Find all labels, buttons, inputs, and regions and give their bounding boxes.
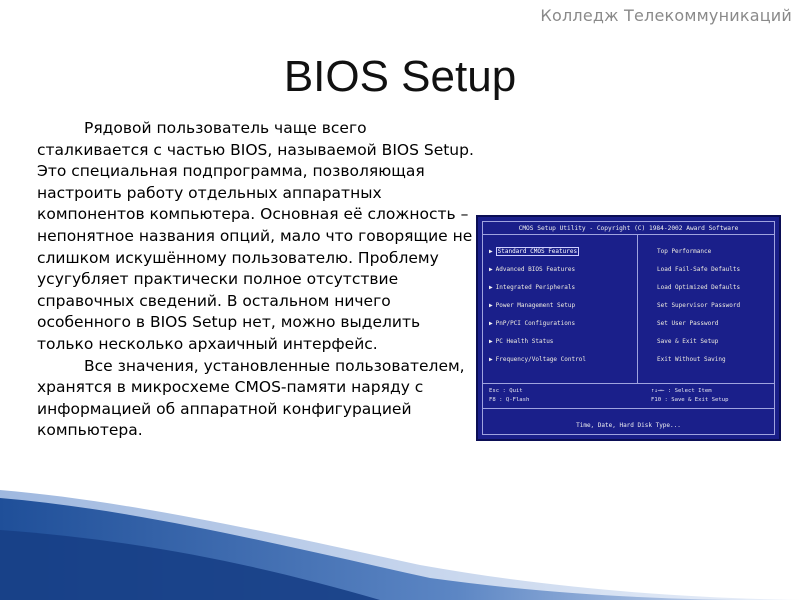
- bios-setup-screenshot: [476, 215, 781, 441]
- slide-title: BIOS Setup: [283, 52, 517, 101]
- bios-menu-item: Top Performance: [657, 248, 712, 255]
- bios-status-line: Time, Date, Hard Disk Type...: [576, 422, 681, 429]
- bios-menu-item: Save & Exit Setup: [657, 338, 719, 345]
- bios-menu-item: ▶ Power Management Setup: [489, 302, 576, 309]
- paragraph-1: Рядовой пользователь чаще всего сталкивается с частью BIOS, называемой BIOS Setup. Это специальная подпрограмма, позволяющая настроить работу отдельных аппаратных компонентов компьютера. Основная её сложность – непонятное названия опций, мало что говорящие не слишком искушённому пользователю. Проблему усугубляет практически полное отсутствие справочных сведений. В остальном ничего особенного в BIOS Setup нет, можно выделить только несколько архаичный интерфейс.: [37, 119, 474, 353]
- bios-menu-item: Set User Password: [657, 320, 719, 327]
- bios-menu-item: ▶ Standard CMOS Features: [489, 248, 578, 255]
- bios-title: CMOS Setup Utility - Copyright (C) 1984-2002 Award Software: [483, 224, 774, 235]
- bios-key-f10: F10 : Save & Exit Setup: [651, 397, 729, 403]
- bios-key-f8: F8 : Q-Flash: [489, 397, 530, 403]
- bios-menu-item: Set Supervisor Password: [657, 302, 741, 309]
- bios-menu-item: Exit Without Saving: [657, 356, 726, 363]
- bios-menu-item: ▶ Frequency/Voltage Control: [489, 356, 586, 363]
- bios-menu-item: ▶ PC Health Status: [489, 338, 554, 345]
- bios-key-esc: Esc : Quit: [489, 388, 523, 394]
- bios-key-select: ↑↓→← : Select Item: [651, 388, 712, 394]
- bios-menu-item: Load Optimized Defaults: [657, 284, 741, 291]
- bios-right-menu: [657, 248, 740, 374]
- bios-menu-item: Load Fail-Safe Defaults: [657, 266, 741, 273]
- bios-menu-item: ▶ Advanced BIOS Features: [489, 266, 576, 273]
- paragraph-2: Все значения, установленные пользователем, хранятся в микросхеме CMOS-памяти наряду с информацией об аппаратной конфигурацией компьютера.: [37, 356, 465, 440]
- bios-menu-item: ▶ PnP/PCI Configurations: [489, 320, 576, 327]
- decorative-wave: [0, 470, 800, 600]
- organization-name: Колледж Телекоммуникаций: [540, 6, 792, 25]
- bios-menu-item: ▶ Integrated Peripherals: [489, 284, 576, 291]
- bios-left-menu: [489, 248, 586, 374]
- bios-key-help: [489, 387, 768, 405]
- slide-body-text: [37, 118, 477, 442]
